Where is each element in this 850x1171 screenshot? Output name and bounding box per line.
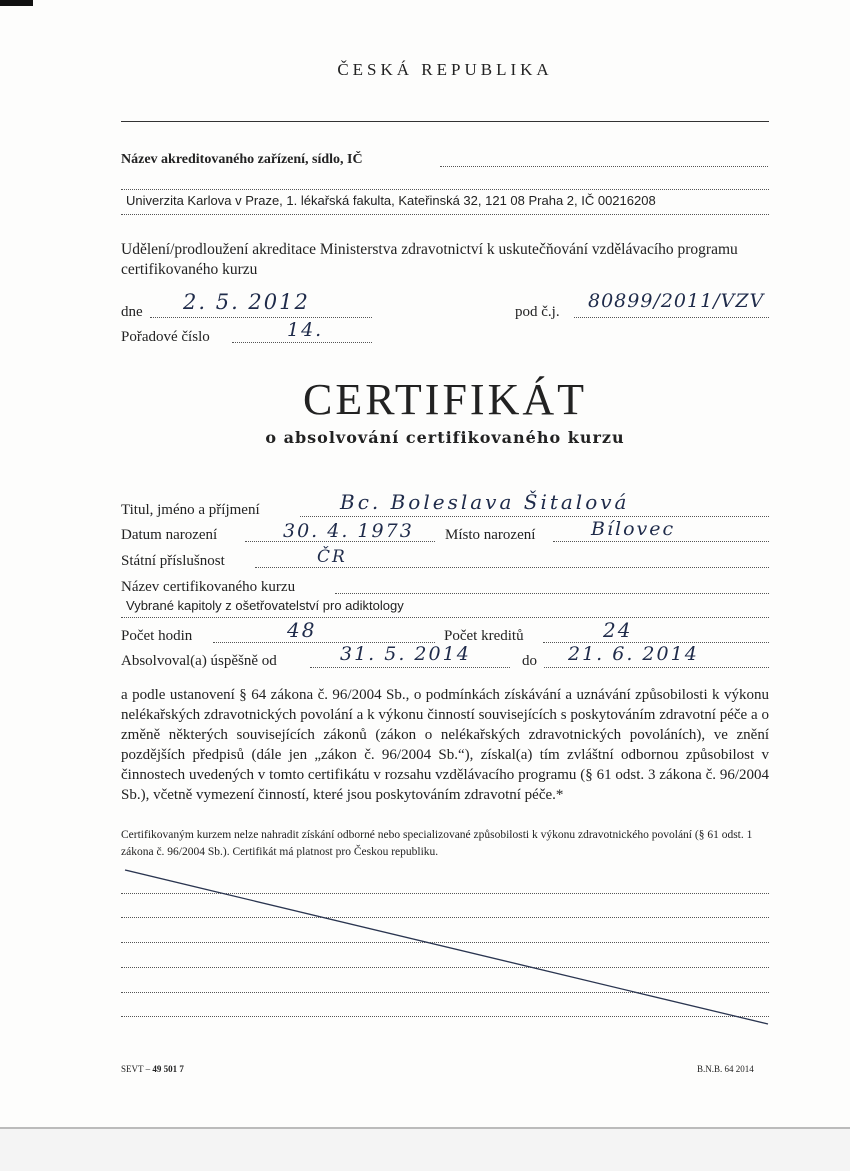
order-label: Pořadové číslo — [121, 329, 210, 345]
name-handwritten: Bc. Boleslava Šitalová — [340, 490, 630, 514]
birth-date-label: Datum narození — [121, 527, 218, 543]
birth-date-handwritten: 30. 4. 1973 — [283, 520, 414, 542]
footer-left — [121, 1064, 184, 1074]
birthplace-label: Místo narození — [445, 527, 536, 543]
accreditation-text: Udělení/prodloužení akreditace Ministerstva zdravotnictví k uskutečňování vzdělávacího programu certifikovaného kurzu — [121, 241, 738, 278]
date-label: dne — [121, 304, 143, 320]
course-label: Název certifikovaného kurzu — [121, 579, 296, 595]
institution-label: Název akreditovaného zařízení, sídlo, IČ — [121, 152, 363, 167]
footer-left-code: 49 501 7 — [152, 1064, 184, 1074]
hours-handwritten: 48 — [287, 618, 317, 642]
completed-to-handwritten: 21. 6. 2014 — [568, 643, 699, 665]
credits-handwritten: 24 — [603, 618, 633, 642]
completed-from-handwritten: 31. 5. 2014 — [340, 643, 471, 665]
footnote: Certifikovaným kurzem nelze nahradit získání odborné nebo specializované způsobilosti k výkonu zdravotnického povolání (§ 61 odst. 1 zákona č. 96/2004 Sb.). Certifikát má platnost pro Českou republiku. — [121, 829, 753, 858]
institution-value: Univerzita Karlova v Praze, 1. lékařská fakulta, Kateřinská 32, 121 08 Praha 2, IČ 00216208 — [126, 193, 656, 208]
citizenship-label: Státní příslušnost — [121, 553, 225, 569]
name-label: Titul, jméno a příjmení — [121, 502, 260, 518]
legal-text: a podle ustanovení § 64 zákona č. 96/2004 Sb., o podmínkách získávání a uznávání způsobilosti k výkonu nelékařských zdravotnických povolání a k výkonu činností souvisejících s poskytováním zdravotní péče a o změně některých souvisejících zákonů (zákon o nelékařských zdravotnických povoláních), ve znění pozdějších předpisů (dále jen „zákon č. 96/2004 Sb.“), získal(a) tím zvláštní odbornou způsobilost v činnostech uvedených v tomto certifikátu v rozsahu vzdělávacího programu (§ 61 odst. 3 zákona č. 96/2004 Sb.), včetně vymezení činností, které jsou poskytováním zdravotní péče.* — [121, 687, 769, 803]
country-heading: ČESKÁ REPUBLIKA — [337, 60, 553, 79]
completed-label: Absolvoval(a) úspěšně od — [121, 653, 277, 669]
date-handwritten: 2. 5. 2012 — [183, 290, 310, 314]
course-value: Vybrané kapitoly z ošetřovatelství pro adiktology — [126, 598, 404, 613]
order-handwritten: 14. — [287, 319, 324, 341]
citizenship-handwritten: ČR — [317, 547, 347, 567]
hours-label: Počet hodin — [121, 628, 193, 644]
certificate-subtitle: o absolvování certifikovaného kurzu — [265, 428, 625, 447]
birthplace-handwritten: Bílovec — [591, 518, 676, 540]
certificate-title: CERTIFIKÁT — [302, 375, 587, 424]
credits-label: Počet kreditů — [444, 628, 524, 644]
footer-right: B.N.B. 64 2014 — [697, 1064, 754, 1074]
scan-bottom-edge — [0, 1127, 850, 1171]
ref-label: pod č.j. — [515, 304, 560, 320]
completed-to-label: do — [522, 653, 537, 669]
ref-handwritten: 80899/2011/VZV — [588, 290, 765, 312]
footer-left-prefix: SEVT – — [121, 1064, 153, 1074]
